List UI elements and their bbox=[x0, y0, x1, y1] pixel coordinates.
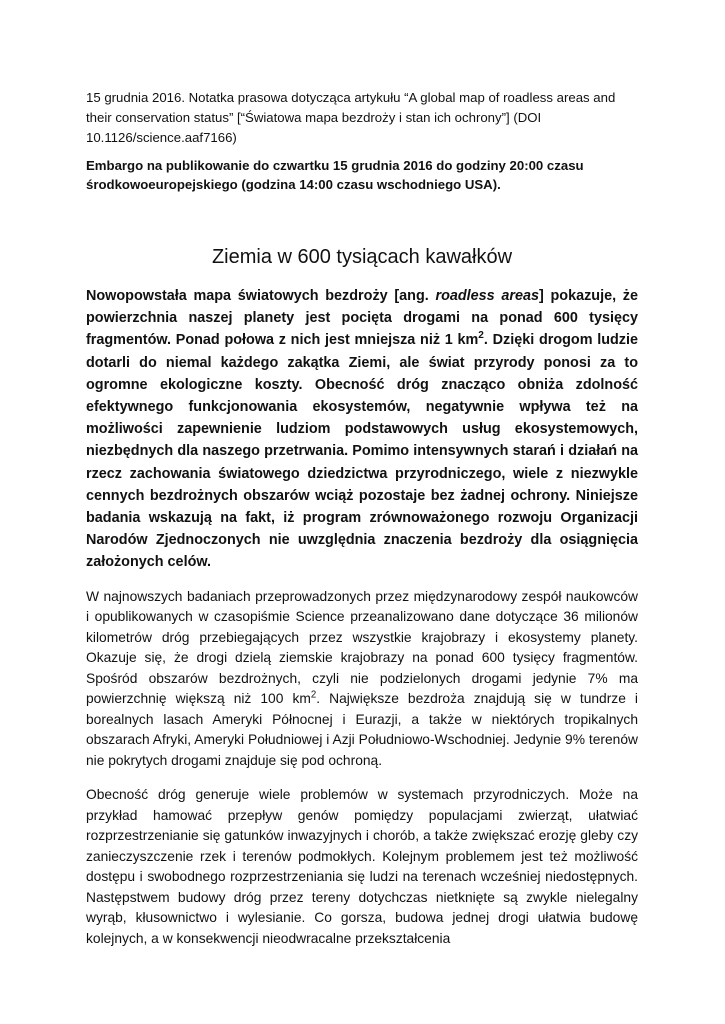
paragraph1-part1: W najnowszych badaniach przeprowadzonych przez międzynarodowy zespół naukowców i opublikowanych w czasopiśmie Science przeanalizowano dane dotyczące 36 milionów kilometrów dróg przebiegających przez wszystkie krajobrazy i ekosystemy planety. Okazuje się, że drogi dzielą ziemskie krajobrazy na ponad 600 tysięcy fragmentów. Spośród obszarów bezdrożnych, czyli nie podzielonych drogami jedynie 7% ma powierzchnię większą niż 100 km bbox=[86, 588, 638, 707]
press-release-intro bbox=[86, 88, 638, 148]
lead-text-part1: Nowopowstała mapa światowych bezdroży [ang. bbox=[86, 288, 436, 304]
lead-superscript: 2 bbox=[478, 330, 484, 342]
document-title: Ziemia w 600 tysiącach kawałków bbox=[211, 246, 513, 268]
lead-paragraph bbox=[86, 285, 638, 574]
paragraph1-part2: . Największe bezdroża znajdują się w tundrze i borealnych lasach Ameryki Północnej i Eurazji, a także w niektórych tropikalnych obszarach Afryki, Ameryki Południowej i Azji Południowo-Wschodniej. Jedynie 9% terenów nie pokrytych drogami znajduje się pod ochroną. bbox=[86, 691, 638, 768]
lead-term: roadless areas bbox=[435, 288, 539, 304]
paragraph1-superscript: 2 bbox=[310, 689, 317, 701]
press-release-date-note: 15 grudnia 2016. Notatka prasowa dotycząca artykułu bbox=[86, 90, 405, 105]
document-page bbox=[86, 88, 638, 963]
body-paragraph-1 bbox=[86, 587, 638, 772]
lead-text-part3: . Dzięki drogom ludzie dotarli do niemal każdego zakątka Ziemi, ale świat przyrody ponosi za to ogromne ekologiczne koszty. Obecność dróg znacząco obniża zdolność efektywnego funkcjonowania ekosystemów, negatywnie wpływa też na możliwości zapewnienie ludziom podstawowych usług ekosystemowych, niezbędnych dla naszego przetrwania. Pomimo intensywnych starań i działań na rzecz zachowania światowego dziedzictwa przyrodniczego, wiele z niezwykle cennych bezdrożnych obszarów wciąż pozostaje bez żadnej ochrony. Niniejsze badania wskazują na fakt, iż program zrównoważonego rozwoju Organizacji Narodów Zjednoczonych nie uwzględnia znaczenia bezdroży dla osiągnięcia założonych celów. bbox=[86, 332, 639, 571]
article-title-reference: “A global map of roadless areas and their conservation status” [“Światowa mapa bezdroży i stan ich ochrony”] (DOI 10.1126/science.aaf7166) bbox=[86, 90, 616, 145]
lead-text-part2: ] pokazuje, że powierzchnia naszej planety jest pocięta drogami na ponad 600 tysięcy fragmentów. Ponad połowa z nich jest mniejsza niż 1 km bbox=[86, 288, 639, 349]
embargo-notice: Embargo na publikowanie do czwartku 15 grudnia 2016 do godziny 20:00 czasu środkowoeuropejskiego (godzina 14:00 czasu wschodniego USA). bbox=[86, 158, 584, 192]
body-paragraph-2: Obecność dróg generuje wiele problemów w systemach przyrodniczych. Może na przykład hamować przepływ genów pomiędzy populacjami zwierząt, ułatwiać rozprzestrzenianie się gatunków inwazyjnych i chorób, a także zwiększać erozję gleby czy zanieczyszczenie rzek i terenów podmokłych. Kolejnym problemem jest też możliwość dostępu i swobodnego rozprzestrzeniania się ludzi na terenach wcześniej niedostępnych. Następstwem budowy dróg przez tereny dotychczas nietknięte są zwykle nielegalny wyrąb, kłusownictwo i wylesianie. Co gorsza, budowa jednej drogi ułatwia budowę kolejnych, a w konsekwencji nieodwracalne przekształcenia bbox=[86, 787, 638, 946]
